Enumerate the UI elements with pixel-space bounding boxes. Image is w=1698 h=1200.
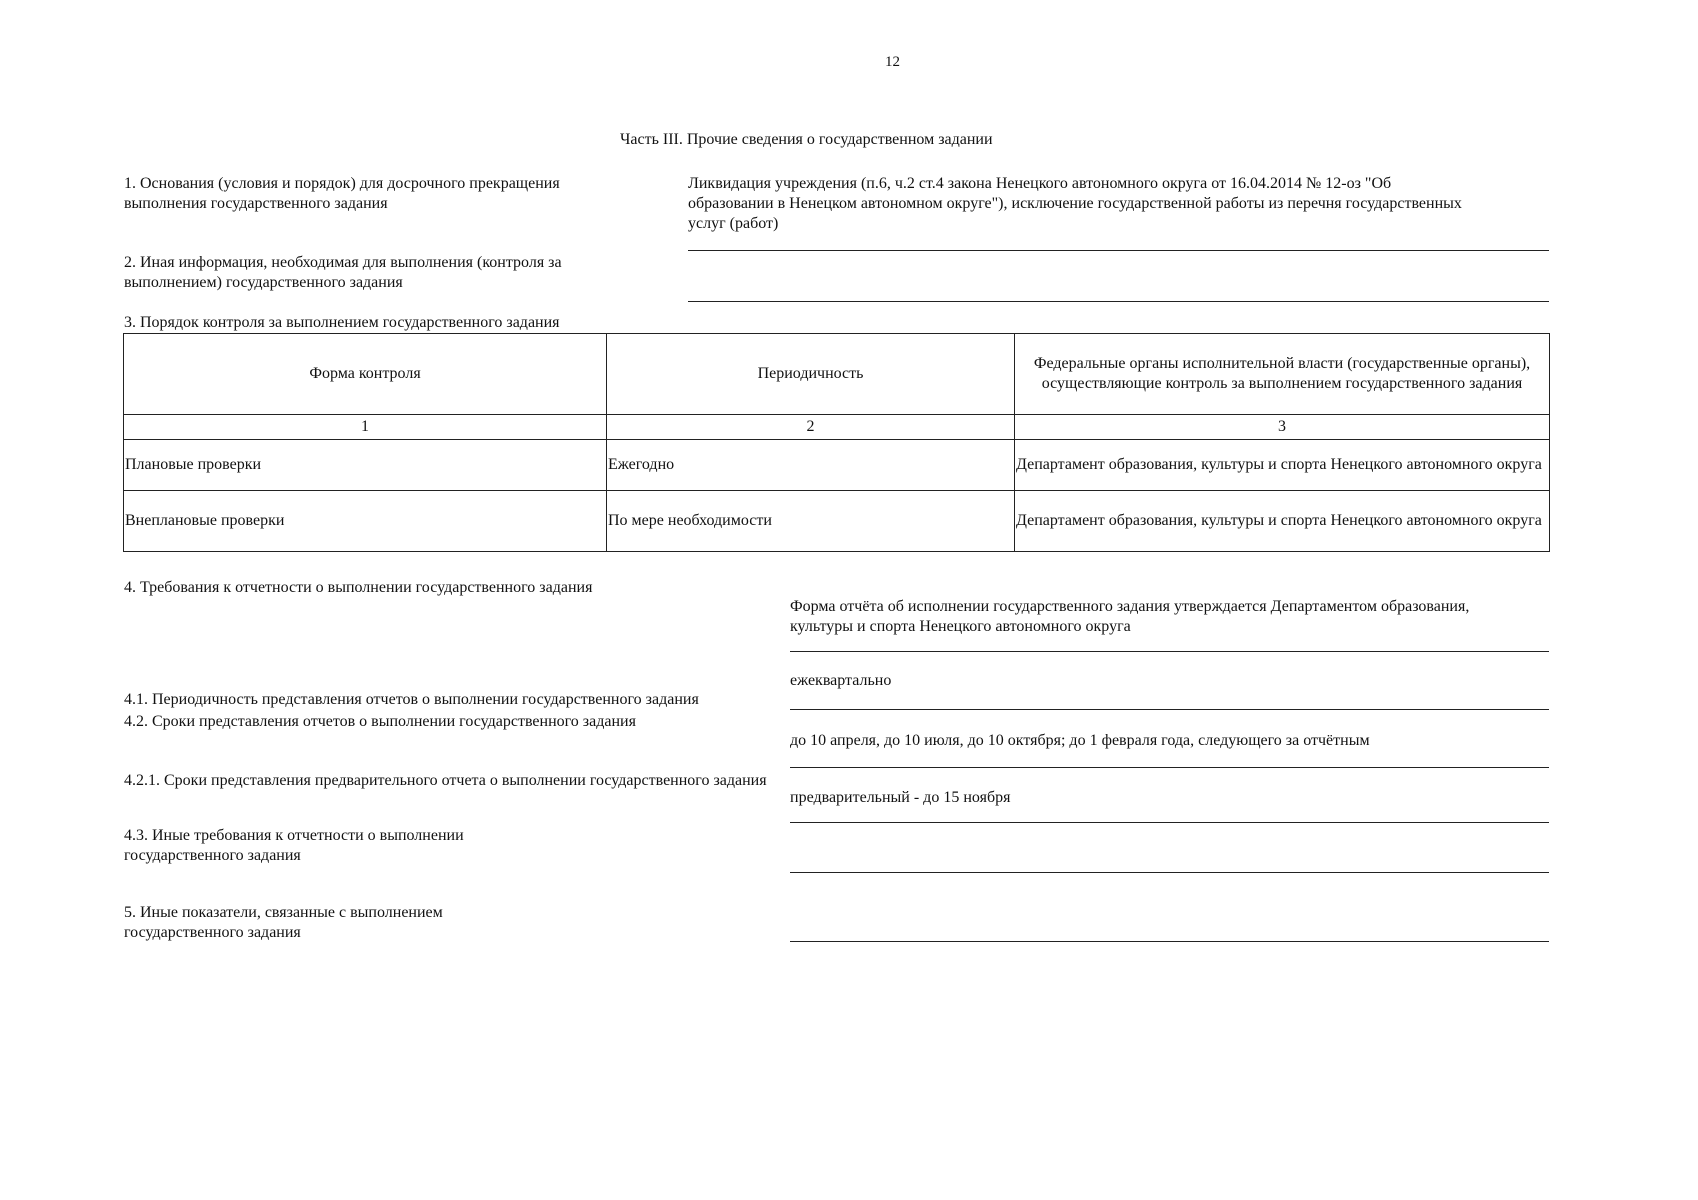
- item4-1-label: 4.1. Периодичность представления отчетов о выполнении государственного задания: [124, 691, 699, 708]
- item5-label: 5. Иные показатели, связанные с выполнением государственного задания: [124, 904, 443, 941]
- item1-label: 1. Основания (условия и порядок) для досрочного прекращения выполнения государственного задания: [124, 175, 560, 212]
- table-cell: Ежегодно: [607, 440, 1015, 491]
- table-header-row: [124, 334, 1550, 415]
- table-cell: Департамент образования, культуры и спорта Ненецкого автономного округа: [1015, 440, 1550, 491]
- item2-rule: [688, 301, 1549, 302]
- control-table: [123, 333, 1550, 552]
- header-periodicity: Периодичность: [607, 334, 1015, 415]
- item4-rule: [790, 651, 1549, 652]
- item1-rule: [688, 250, 1549, 251]
- header-control-form: Форма контроля: [124, 334, 607, 415]
- column-number: 2: [607, 415, 1015, 440]
- item1-value: Ликвидация учреждения (п.6, ч.2 ст.4 закона Ненецкого автономного округа от 16.04.2014 № 12-оз "Об образовании в Ненецком автономном округе"), исключение государственной работы из перечня государственных услуг (работ): [688, 175, 1462, 232]
- item4-2-1-value: предварительный - до 15 ноября: [790, 789, 1011, 806]
- part-title: Часть III. Прочие сведения о государственном задании: [620, 131, 993, 148]
- item3-label: 3. Порядок контроля за выполнением государственного задания: [124, 314, 560, 331]
- item4-3-rule: [790, 872, 1549, 873]
- item4-3-label: 4.3. Иные требования к отчетности о выполнении государственного задания: [124, 827, 464, 864]
- item4-2-1-label: 4.2.1. Сроки представления предварительного отчета о выполнении государственного задания: [124, 772, 767, 789]
- item4-label: 4. Требования к отчетности о выполнении государственного задания: [124, 579, 593, 596]
- item4-2-rule: [790, 767, 1549, 768]
- table-number-row: [124, 415, 1550, 440]
- table-cell: Внеплановые проверки: [124, 491, 607, 552]
- item4-2-1-rule: [790, 822, 1549, 823]
- table-cell: Плановые проверки: [124, 440, 607, 491]
- page-number: 12: [885, 54, 900, 70]
- item4-value: Форма отчёта об исполнении государственного задания утверждается Департаментом образования, культуры и спорта Ненецкого автономного округа: [790, 598, 1470, 635]
- header-control-bodies: Федеральные органы исполнительной власти (государственные органы), осуществляющие контроль за выполнением государственного задания: [1015, 334, 1550, 415]
- column-number: 3: [1015, 415, 1550, 440]
- table-row: [124, 440, 1550, 491]
- table-row: [124, 491, 1550, 552]
- item2-label: 2. Иная информация, необходимая для выполнения (контроля за выполнением) государственного задания: [124, 254, 562, 291]
- item4-2-value: до 10 апреля, до 10 июля, до 10 октября; до 1 февраля года, следующего за отчётным: [790, 732, 1370, 749]
- item4-1-rule: [790, 709, 1549, 710]
- item4-1-value: ежеквартально: [790, 672, 892, 689]
- column-number: 1: [124, 415, 607, 440]
- item4-2-label: 4.2. Сроки представления отчетов о выполнении государственного задания: [124, 713, 636, 730]
- table-cell: По мере необходимости: [607, 491, 1015, 552]
- table-cell: Департамент образования, культуры и спорта Ненецкого автономного округа: [1015, 491, 1550, 552]
- item5-rule: [790, 941, 1549, 942]
